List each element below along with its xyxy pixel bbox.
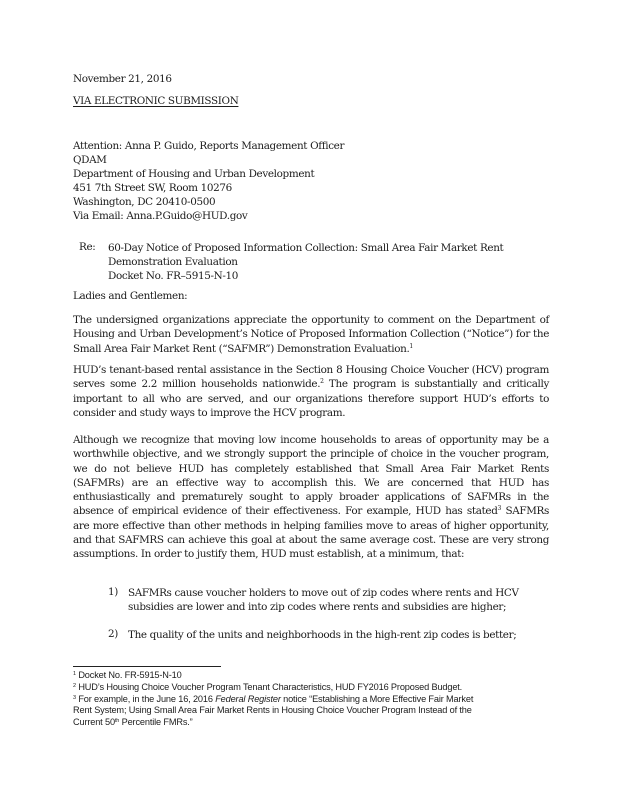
footnote-1 (73, 670, 553, 682)
footnote-ref: 2 (320, 378, 324, 386)
re-docket-line: Docket No. FR–5915-N-10 (108, 270, 239, 282)
email-line: Via Email: Anna.P.Guido@HUD.gov (73, 210, 248, 222)
ordinal-suffix: th (114, 718, 120, 725)
list-item-line: SAFMRs cause voucher holders to move out of zip codes where rents and HCV (128, 587, 519, 599)
footnote-ref: 3 (497, 505, 501, 513)
re-label: Re: (79, 241, 96, 253)
footnote-number: 3 (73, 694, 76, 701)
footnote-text: Current 50 (73, 717, 115, 728)
paragraph-text: The undersigned organizations appreciate the opportunity to comment on the Department of Housing and Urban Development’s Notice of Proposed Information Collection (“Notice”) for the Small Area Fair Market Rent (“SAFMR”) Demonstration Evaluation. (73, 314, 549, 355)
footnotes (73, 670, 553, 729)
paragraph-text: HUD’s tenant-based rental assistance in the Section 8 Housing Choice Voucher (HCV) program serves some 2.2 million households nationwide. (73, 364, 549, 391)
footnote-text: HUD’s Housing Choice Voucher Program Tenant Characteristics, HUD FY2016 Proposed Budget. (75, 681, 463, 692)
footnote-text: For example, in the June 16, 2016 (75, 693, 216, 704)
salutation: Ladies and Gentlemen: (73, 290, 188, 302)
paragraph-text: Although we recognize that moving low income households to areas of opportunity may be a worthwhile objective, and we strongly support the principle of choice in the voucher program, we do not believe HUD has completely established that Small Area Fair Market Rents (SAFMRs) are an effective way to accomplish this. We are concerned that HUD has enthusiastically and prematurely sought to apply broader applications of SAFMRs in the absence of empirical evidence of their effectiveness. For example, HUD has stated (73, 434, 549, 518)
recipient-address-block (73, 139, 344, 223)
footnote-3 (73, 694, 553, 706)
footnote-italic-title: Federal Register (215, 693, 281, 704)
list-item (128, 628, 516, 642)
paragraph-safmr-concerns (73, 433, 549, 562)
list-item (128, 586, 519, 614)
footnote-number: 2 (73, 682, 76, 689)
attention-line: Attention: Anna P. Guido, Reports Management Officer (73, 140, 345, 152)
footnote-2 (73, 682, 553, 694)
department-line: Department of Housing and Urban Development (73, 168, 315, 180)
footnote-3-line-2: Rent System; Using Small Area Fair Market Rents in Housing Choice Voucher Program Instead of the (73, 705, 472, 716)
paragraph-intro (73, 313, 549, 356)
city-line: Washington, DC 20410-0500 (73, 196, 216, 208)
re-subject-line-2: Demonstration Evaluation (108, 256, 238, 268)
re-subject-line-1: 60-Day Notice of Proposed Information Collection: Small Area Fair Market Rent (108, 242, 504, 254)
delivery-method: VIA ELECTRONIC SUBMISSION (73, 95, 239, 107)
list-item-line: The quality of the units and neighborhoods in the high-rent zip codes is better; (128, 629, 517, 641)
list-item-number: 1) (108, 586, 118, 598)
street-line: 451 7th Street SW, Room 10276 (73, 182, 232, 194)
paragraph-text: SAFMRs are more effective than other methods in helping families move to areas of higher opportunity, and that SAFMRS can achieve this goal at about the same average cost. These are very strong assumptions. In order to justify them, HUD must establish, at a minimum, that: (73, 505, 550, 561)
paragraph-hcv-program (73, 363, 549, 420)
letter-date: November 21, 2016 (73, 73, 172, 85)
footnote-ref: 1 (409, 342, 413, 350)
footnote-text: Percentile FMRs.” (119, 717, 193, 728)
footnote-text: Docket No. FR-5915-N-10 (75, 670, 182, 680)
re-subject-block (108, 241, 503, 283)
footnote-number: 1 (73, 671, 76, 677)
footnote-3-line-3 (73, 717, 553, 729)
footnote-separator (73, 666, 221, 667)
list-item-number: 2) (108, 628, 118, 640)
paragraph-text: The program is substantially and critically important to all who are served, and our organizations therefore support HUD’s efforts to consider and study ways to improve the HCV program. (73, 378, 550, 419)
footnote-text: notice “Establishing a More Effective Fair Market (280, 693, 474, 704)
list-item-line: subsidies are lower and into zip codes where rents and subsidies are higher; (128, 601, 507, 613)
office-line: QDAM (73, 154, 107, 166)
